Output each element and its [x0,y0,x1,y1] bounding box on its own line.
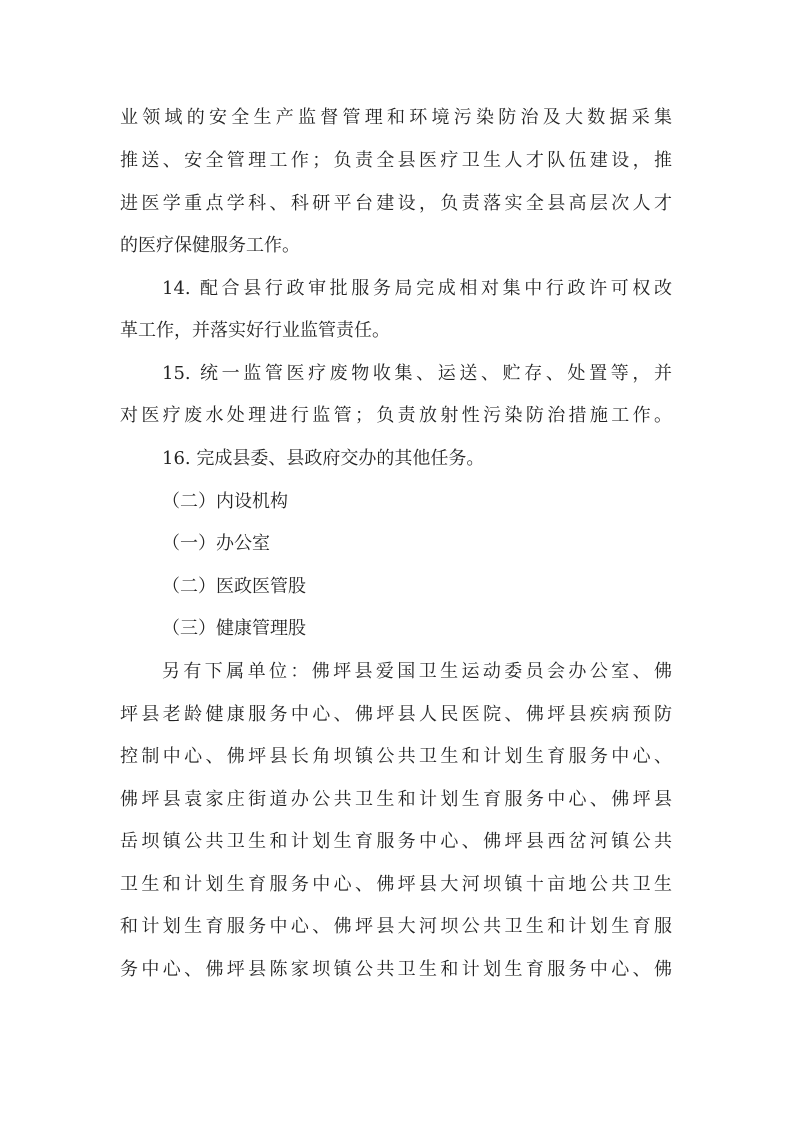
list-item-15: 15. 统一监管医疗废物收集、运送、贮存、处置等，并 [162,363,672,384]
text-line: 佛坪县袁家庄街道办公共卫生和计划生育服务中心、佛坪县 [120,789,672,810]
text-line: 进医学重点学科、科研平台建设，负责落实全县高层次人才 [120,193,672,214]
department-item: （三）健康管理股 [162,618,306,639]
text-line: 革工作，并落实好行业监管责任。 [120,320,390,341]
text-line: 务中心、佛坪县陈家坝镇公共卫生和计划生育服务中心、佛 [120,959,672,980]
department-item: （一）办公室 [162,533,270,554]
text-line: 另有下属单位：佛坪县爱国卫生运动委员会办公室、佛 [162,661,672,682]
text-line: 岳坝镇公共卫生和计划生育服务中心、佛坪县西岔河镇公共 [120,831,672,852]
text-line: 卫生和计划生育服务中心、佛坪县大河坝镇十亩地公共卫生 [120,874,672,895]
text-line: 控制中心、佛坪县长角坝镇公共卫生和计划生育服务中心、 [120,746,672,767]
list-item-14: 14. 配合县行政审批服务局完成相对集中行政许可权改 [162,278,672,299]
text-line: 业领域的安全生产监督管理和环境污染防治及大数据采集 [120,107,672,128]
text-line: 的医疗保健服务工作。 [120,235,300,256]
list-item-16: 16. 完成县委、县政府交办的其他任务。 [162,448,485,469]
text-line: 和计划生育服务中心、佛坪县大河坝公共卫生和计划生育服 [120,916,672,937]
text-line: 坪县老龄健康服务中心、佛坪县人民医院、佛坪县疾病预防 [120,704,672,725]
text-line: 推送、安全管理工作；负责全县医疗卫生人才队伍建设，推 [120,150,672,171]
department-item: （二）医政医管股 [162,576,306,597]
text-line: 对医疗废水处理进行监管；负责放射性污染防治措施工作。 [120,405,672,426]
section-heading: （二）内设机构 [162,491,288,512]
